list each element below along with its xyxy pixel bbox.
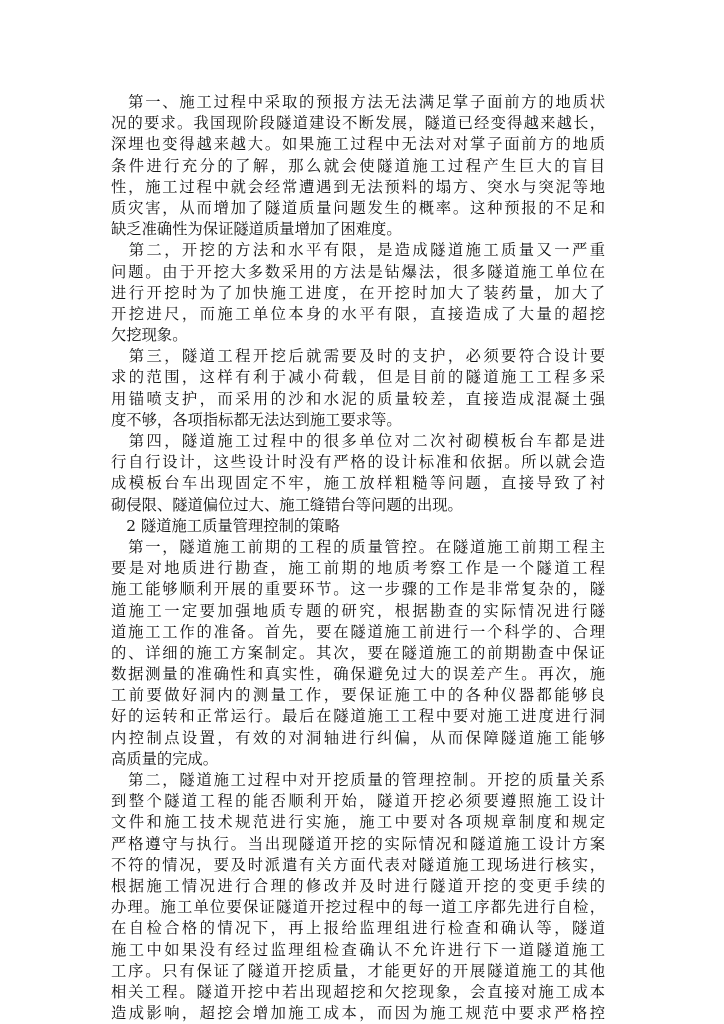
text-line: 不符的情况，要及时派遣有关方面代表对隧道施工现场进行核实， (111, 855, 605, 874)
text-line: 工序。只有保证了隧道开挖质量，才能更好的开展隧道施工的其他 (111, 961, 605, 980)
text-line: 用锚喷支护，而采用的沙和水泥的质量较差，直接造成混凝土强 (111, 389, 605, 408)
section-heading: 2 隧道施工质量管理控制的策略 (111, 516, 340, 535)
text-line: 性，施工过程中就会经常遭遇到无法预料的塌方、突水与突泥等地 (111, 177, 605, 196)
text-line: 深埋也变得越来越大。如果施工过程中无法对对掌子面前方的地质 (111, 135, 605, 154)
text-line: 的、详细的施工方案制定。其次，要在隧道施工的前期勘查中保证 (111, 643, 605, 662)
text-line: 内控制点设置，有效的对洞轴进行纠偏，从而保障隧道施工能够 (111, 728, 605, 747)
text-line: 造成影响，超挖会增加施工成本，而因为施工规范中要求严格控 (111, 1004, 605, 1023)
document-page (111, 92, 605, 1024)
text-line: 文件和施工技术规范进行实施，施工中要对各项规章制度和规定 (111, 813, 605, 832)
text-line: 施工中如果没有经过监理组检查确认不允许进行下一道隧道施工 (111, 940, 605, 959)
text-line: 第三，隧道工程开挖后就需要及时的支护，必须要符合设计要 (111, 347, 605, 366)
text-line: 严格遵守与执行。当出现隧道开挖的实际情况和隧道施工设计方案 (111, 834, 605, 853)
text-line: 施工能够顺利开展的重要环节。这一步骤的工作是非常复杂的，隧 (111, 580, 605, 599)
text-line: 道施工工作的准备。首先，要在隧道施工前进行一个科学的、合理 (111, 622, 605, 641)
text-line: 工前要做好洞内的测量工作，要保证施工中的各种仪器都能够良 (111, 686, 605, 705)
text-line: 开挖进尺，而施工单位本身的水平有限，直接造成了大量的超挖 (111, 304, 605, 323)
text-line: 办理。施工单位要保证隧道开挖过程中的每一道工序都先进行自检， (111, 898, 605, 917)
text-line: 到整个隧道工程的能否顺利开始，隧道开挖必须要遵照施工设计 (111, 792, 605, 811)
text-line: 高质量的完成。 (111, 749, 219, 768)
text-line: 相关工程。隧道开挖中若出现超挖和欠挖现象，会直接对施工成本 (111, 982, 605, 1001)
text-line: 质灾害，从而增加了隧道质量问题发生的概率。这种预报的不足和 (111, 198, 605, 217)
text-line: 好的运转和正常运行。最后在隧道施工工程中要对施工进度进行洞 (111, 707, 605, 726)
text-line: 行自行设计，这些设计时没有严格的设计标准和依据。所以就会造 (111, 453, 605, 472)
text-line: 度不够，各项指标都无法达到施工要求等。 (111, 410, 402, 429)
text-line: 在自检合格的情况下，再上报给监理组进行检查和确认等，隧道 (111, 919, 605, 938)
text-line: 第一，隧道施工前期的工程的质量管控。在隧道施工前期工程主 (111, 537, 605, 556)
text-line: 条件进行充分的了解，那么就会使隧道施工过程产生巨大的盲目 (111, 156, 605, 175)
text-line: 问题。由于开挖大多数采用的方法是钻爆法，很多隧道施工单位在 (111, 262, 605, 281)
text-line: 数据测量的准确性和真实性，确保避免过大的误差产生。再次，施 (111, 665, 605, 684)
text-line: 第四，隧道施工过程中的很多单位对二次衬砌模板台车都是进 (111, 432, 605, 450)
text-line: 道施工一定要加强地质专题的研究，根据勘查的实际情况进行隧 (111, 601, 605, 620)
text-line: 进行开挖时为了加快施工进度，在开挖时加大了装药量，加大了 (111, 283, 605, 302)
text-line: 缺乏准确性为保证隧道质量增加了困难度。 (111, 220, 402, 239)
text-line: 要是对地质进行勘查，施工前期的地质考察工作是一个隧道工程 (111, 559, 605, 578)
text-line: 根据施工情况进行合理的修改并及时进行隧道开挖的变更手续的 (111, 876, 605, 895)
text-line: 第一、施工过程中采取的预报方法无法满足掌子面前方的地质状 (111, 93, 605, 111)
text-line: 况的要求。我国现阶段隧道建设不断发展，隧道已经变得越来越长， (111, 114, 605, 133)
text-line: 成模板台车出现固定不牢，施工放样粗糙等问题，直接导致了衬 (111, 474, 605, 493)
text-line: 欠挖现象。 (111, 326, 188, 345)
text-line: 第二，开挖的方法和水平有限，是造成隧道施工质量又一严重 (111, 241, 605, 260)
text-line: 第二，隧道施工过程中对开挖质量的管理控制。开挖的质量关系 (111, 771, 605, 789)
text-line: 求的范围，这样有利于减小荷载，但是目前的隧道施工工程多采 (111, 368, 605, 387)
text-line: 砌侵限、隧道偏位过大、施工缝错台等问题的出现。 (111, 495, 463, 514)
